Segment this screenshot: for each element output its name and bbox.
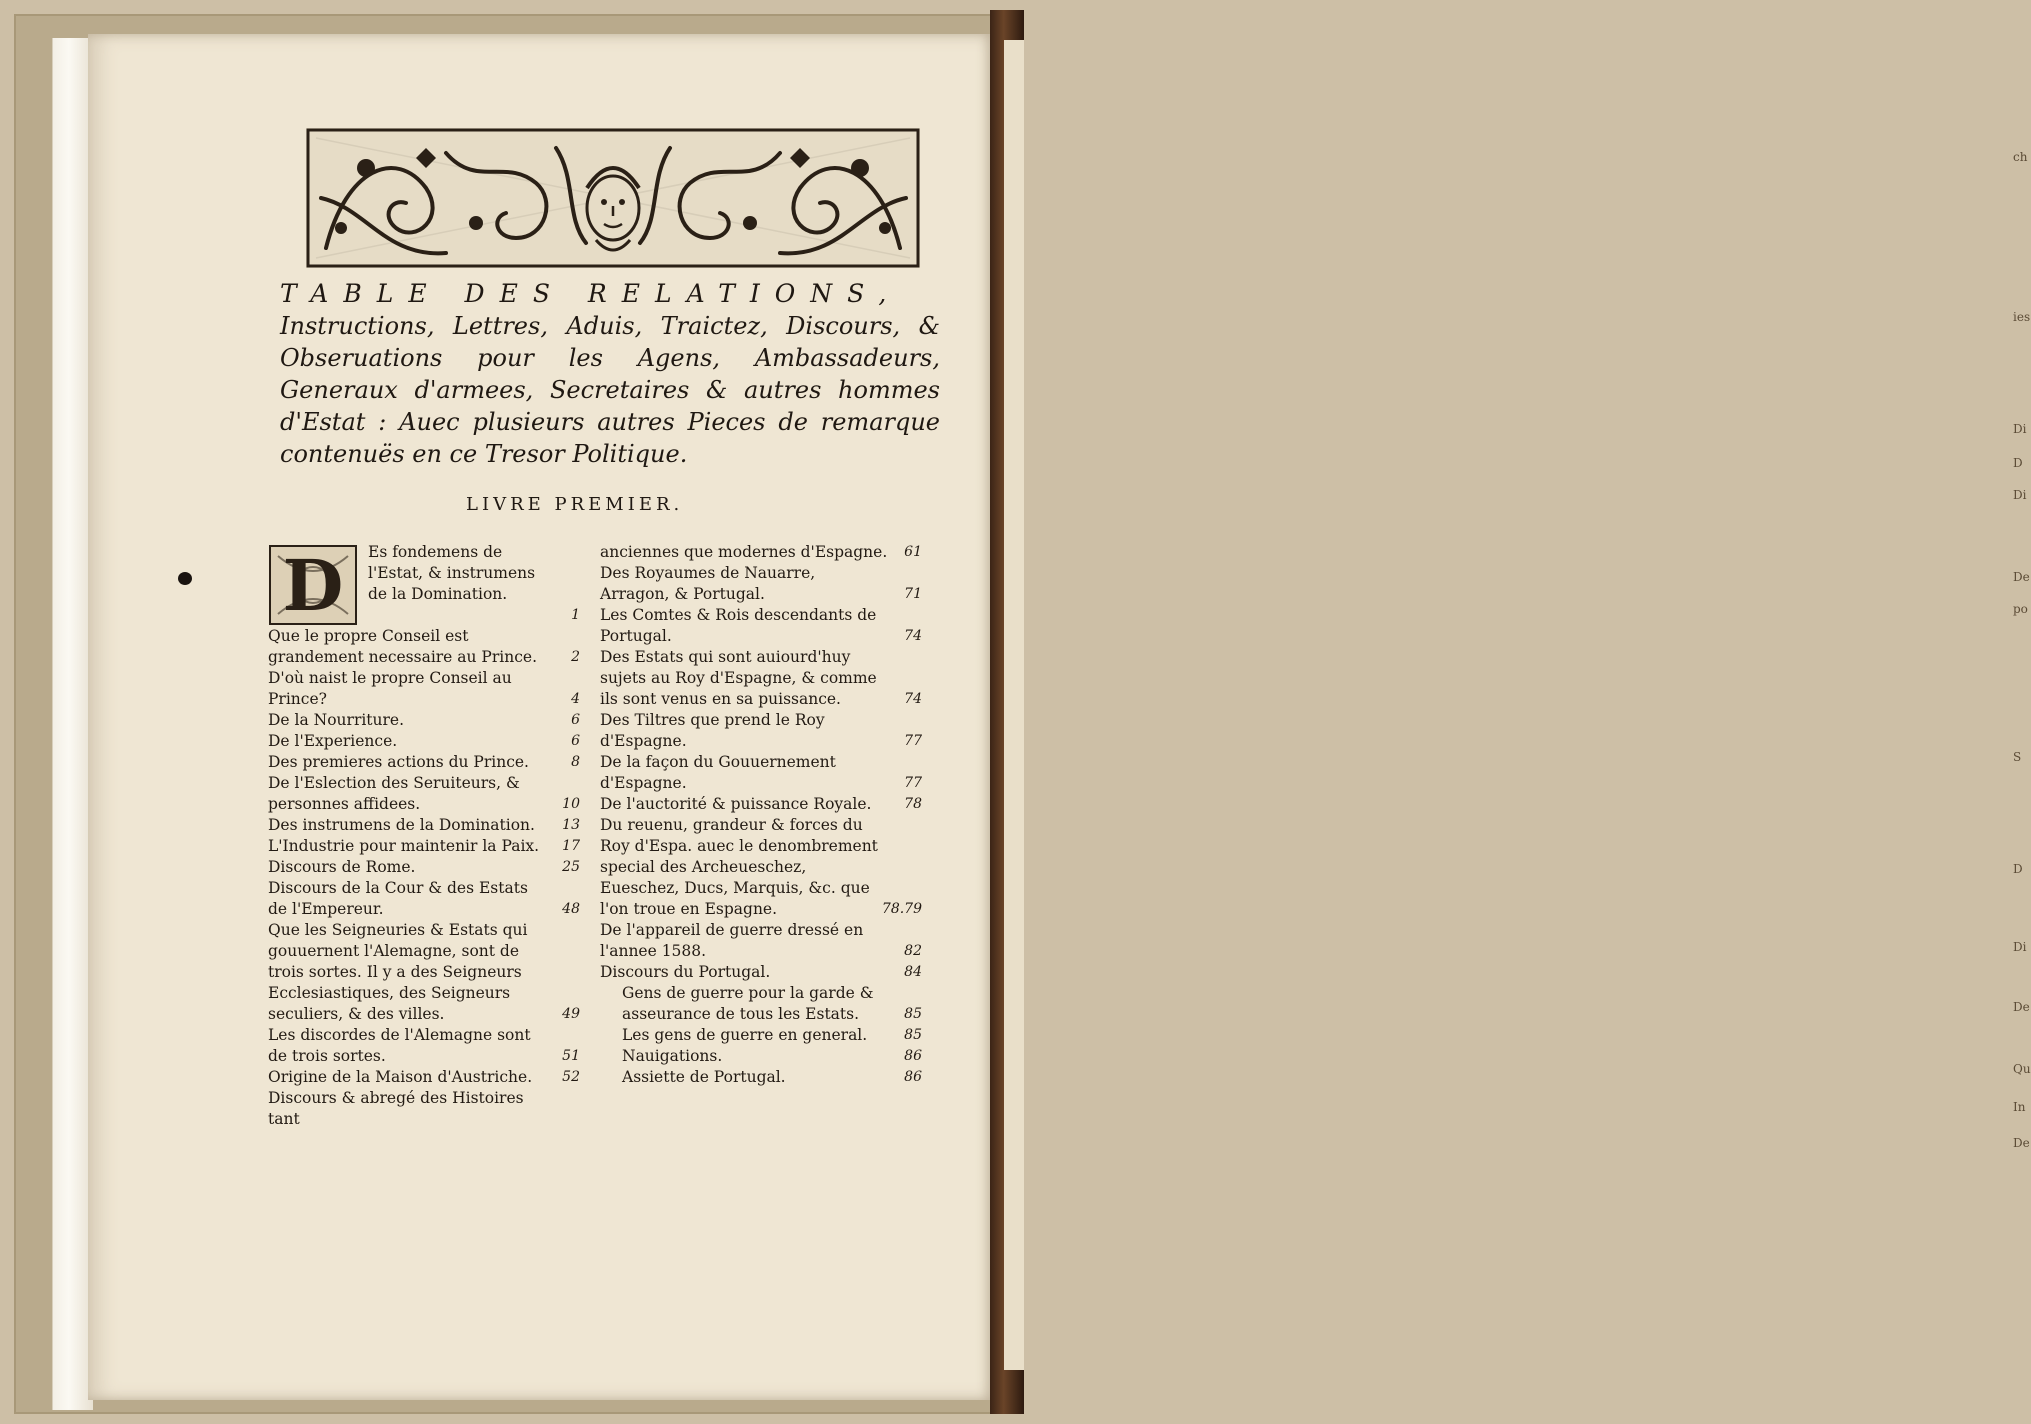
toc-page-number: 74: [904, 691, 922, 707]
toc-entry: [600, 752, 922, 794]
toc-entry-text: Les discordes de l'Alemagne sont de trois sortes.: [268, 1026, 531, 1065]
toc-entry-text: Des Estats qui sont auiourd'huy sujets au Roy d'Espagne, & comme ils sont venus en sa puissance.: [600, 648, 877, 708]
ornamental-headpiece: [306, 128, 920, 268]
toc-entry: [600, 647, 922, 710]
toc-entry: [268, 752, 580, 773]
title-subtitle: Instructions, Lettres, Aduis, Traictez, Discours, & Obseruations pour les Agens, Ambassadeurs, Generaux d'armees, Secretaires & autres hommes d'Estat : Auec plusieurs autres Pieces de remarque contenuës en ce Tresor Politique.: [280, 312, 940, 468]
toc-page-number: 52: [562, 1069, 580, 1085]
toc-entry: [600, 542, 922, 563]
bleed-text: Di: [2013, 488, 2027, 502]
bleed-text: Di: [2013, 422, 2027, 436]
toc-entry: [268, 626, 580, 668]
toc-entry: [268, 878, 580, 920]
toc-page-number: 13: [562, 817, 580, 833]
ink-blot: [178, 572, 192, 585]
toc-page-number: 17: [562, 838, 580, 854]
toc-entry-text: anciennes que modernes d'Espagne.: [600, 543, 888, 561]
toc-entry-text: D'où naist le propre Conseil au Prince?: [268, 669, 512, 708]
toc-entry: [268, 815, 580, 836]
toc-entry: [600, 1067, 922, 1088]
bleed-text: ies: [2013, 310, 2031, 324]
bleed-text: Qu: [2013, 1062, 2031, 1076]
toc-page-number: 51: [562, 1048, 580, 1064]
toc-entry: [268, 920, 580, 1025]
toc-page-number: 6: [571, 733, 580, 749]
toc-entry: [268, 731, 580, 752]
dropcap-ornament-icon: [268, 544, 358, 626]
bleed-text: po: [2013, 602, 2028, 616]
bleed-text: D: [2013, 862, 2023, 876]
toc-entry-text: Discours de Rome.: [268, 858, 416, 876]
toc-entry-text: Des Tiltres que prend le Roy d'Espagne.: [600, 711, 825, 750]
toc-entry-text: De l'appareil de guerre dressé en l'annee 1588.: [600, 921, 864, 960]
toc-entry-text: Les gens de guerre en general.: [622, 1026, 868, 1044]
contents-column-left: [268, 542, 580, 1130]
toc-entry-text: De la façon du Gouuernement d'Espagne.: [600, 753, 836, 792]
bleed-text: D: [2013, 456, 2023, 470]
toc-entry: [268, 836, 580, 857]
bleed-text: De: [2013, 570, 2030, 584]
dropcap-letter: [268, 544, 358, 626]
toc-page-number: 6: [571, 712, 580, 728]
toc-entry-text: L'Industrie pour maintenir la Paix.: [268, 837, 540, 855]
toc-page-number: 84: [904, 964, 922, 980]
toc-entry: [600, 815, 922, 920]
toc-entry: [600, 1025, 922, 1046]
toc-entry-text: Nauigations.: [622, 1047, 723, 1065]
toc-page-number: 78: [904, 796, 922, 812]
table-title: [280, 278, 940, 470]
toc-entry: [600, 920, 922, 962]
toc-page-number: 85: [904, 1027, 922, 1043]
toc-entry: [600, 605, 922, 647]
toc-entry-text: Gens de guerre pour la garde & asseurance de tous les Estats.: [622, 984, 874, 1023]
toc-entry-text: Discours du Portugal.: [600, 963, 771, 981]
toc-entry-text: Origine de la Maison d'Austriche.: [268, 1068, 533, 1086]
toc-page-number: 61: [904, 544, 922, 560]
toc-entry-text: De l'auctorité & puissance Royale.: [600, 795, 872, 813]
toc-page-number: 82: [904, 943, 922, 959]
toc-entry-text: Discours & abregé des Histoires tant: [268, 1089, 524, 1128]
toc-entry-text: Es fondemens de l'Estat, & instrumens de la Domination.: [368, 543, 536, 603]
toc-page-number: 85: [904, 1006, 922, 1022]
toc-page-number: 77: [904, 733, 922, 749]
toc-entry-text: Que le propre Conseil est grandement necessaire au Prince.: [268, 627, 537, 666]
toc-entry: [268, 857, 580, 878]
book-heading: LIVRE PREMIER.: [466, 494, 684, 515]
toc-entry-text: Des premieres actions du Prince.: [268, 753, 529, 771]
toc-page-number: 78.79: [881, 901, 922, 917]
toc-page-number: 48: [562, 901, 580, 917]
bleed-text: De: [2013, 1136, 2030, 1150]
toc-page-number: 49: [562, 1006, 580, 1022]
toc-entry: [600, 710, 922, 752]
toc-page-number: 77: [904, 775, 922, 791]
bleed-text: In: [2013, 1100, 2026, 1114]
toc-page-number: 74: [904, 628, 922, 644]
facing-page-edge: [1004, 40, 2031, 1370]
toc-entry-text: Les Comtes & Rois descendants de Portugal.: [600, 606, 877, 645]
toc-page-number: 71: [904, 586, 922, 602]
toc-page-number: 86: [904, 1048, 922, 1064]
toc-entry: [268, 710, 580, 731]
bleed-text: S: [2013, 750, 2022, 764]
toc-entry: [268, 773, 580, 815]
toc-page-number: 25: [562, 859, 580, 875]
toc-entry: [268, 1067, 580, 1088]
toc-entry-text: Assiette de Portugal.: [622, 1068, 786, 1086]
toc-page-number: 1: [571, 607, 580, 623]
bleed-text: ch: [2013, 150, 2028, 164]
headpiece-ornament-icon: [306, 128, 920, 268]
toc-entry: [600, 983, 922, 1025]
toc-entry-text: Des Royaumes de Nauarre, Arragon, & Portugal.: [600, 564, 816, 603]
toc-entry-text: De l'Eslection des Seruiteurs, & personnes affidees.: [268, 774, 520, 813]
toc-entry-text: Des instrumens de la Domination.: [268, 816, 535, 834]
toc-entry-text: Du reuenu, grandeur & forces du Roy d'Espa. auec le denombrement special des Archeueschez, Eueschez, Ducs, Marquis, &c. que l'on troue en Espagne.: [600, 816, 878, 918]
toc-page-number: 4: [571, 691, 580, 707]
toc-entry: [600, 1046, 922, 1067]
toc-entry: [600, 962, 922, 983]
bleed-text: Di: [2013, 940, 2027, 954]
toc-page-number: 2: [571, 649, 580, 665]
toc-entry-text: De la Nourriture.: [268, 711, 405, 729]
toc-entry-text: Discours de la Cour & des Estats de l'Empereur.: [268, 879, 528, 918]
toc-entry-text: Que les Seigneuries & Estats qui gouuernent l'Alemagne, sont de trois sortes. Il y a des Seigneurs Ecclesiastiques, des Seigneurs seculiers, & des villes.: [268, 921, 528, 1023]
toc-entry: [268, 1025, 580, 1067]
bleed-text: De: [2013, 1000, 2030, 1014]
title-first-line: TABLE DES RELATIONS,: [280, 279, 902, 308]
page-stack-edges: [52, 38, 93, 1410]
toc-entry: [268, 1088, 580, 1130]
contents-column-right: [600, 542, 922, 1088]
toc-page-number: 86: [904, 1069, 922, 1085]
dropcap-glyph: D: [282, 544, 344, 627]
toc-entry-text: De l'Experience.: [268, 732, 398, 750]
toc-page-number: 8: [571, 754, 580, 770]
toc-entry: [600, 563, 922, 605]
toc-entry: [268, 668, 580, 710]
toc-entry: [268, 542, 580, 626]
toc-page-number: 10: [562, 796, 580, 812]
toc-entry: [600, 794, 922, 815]
